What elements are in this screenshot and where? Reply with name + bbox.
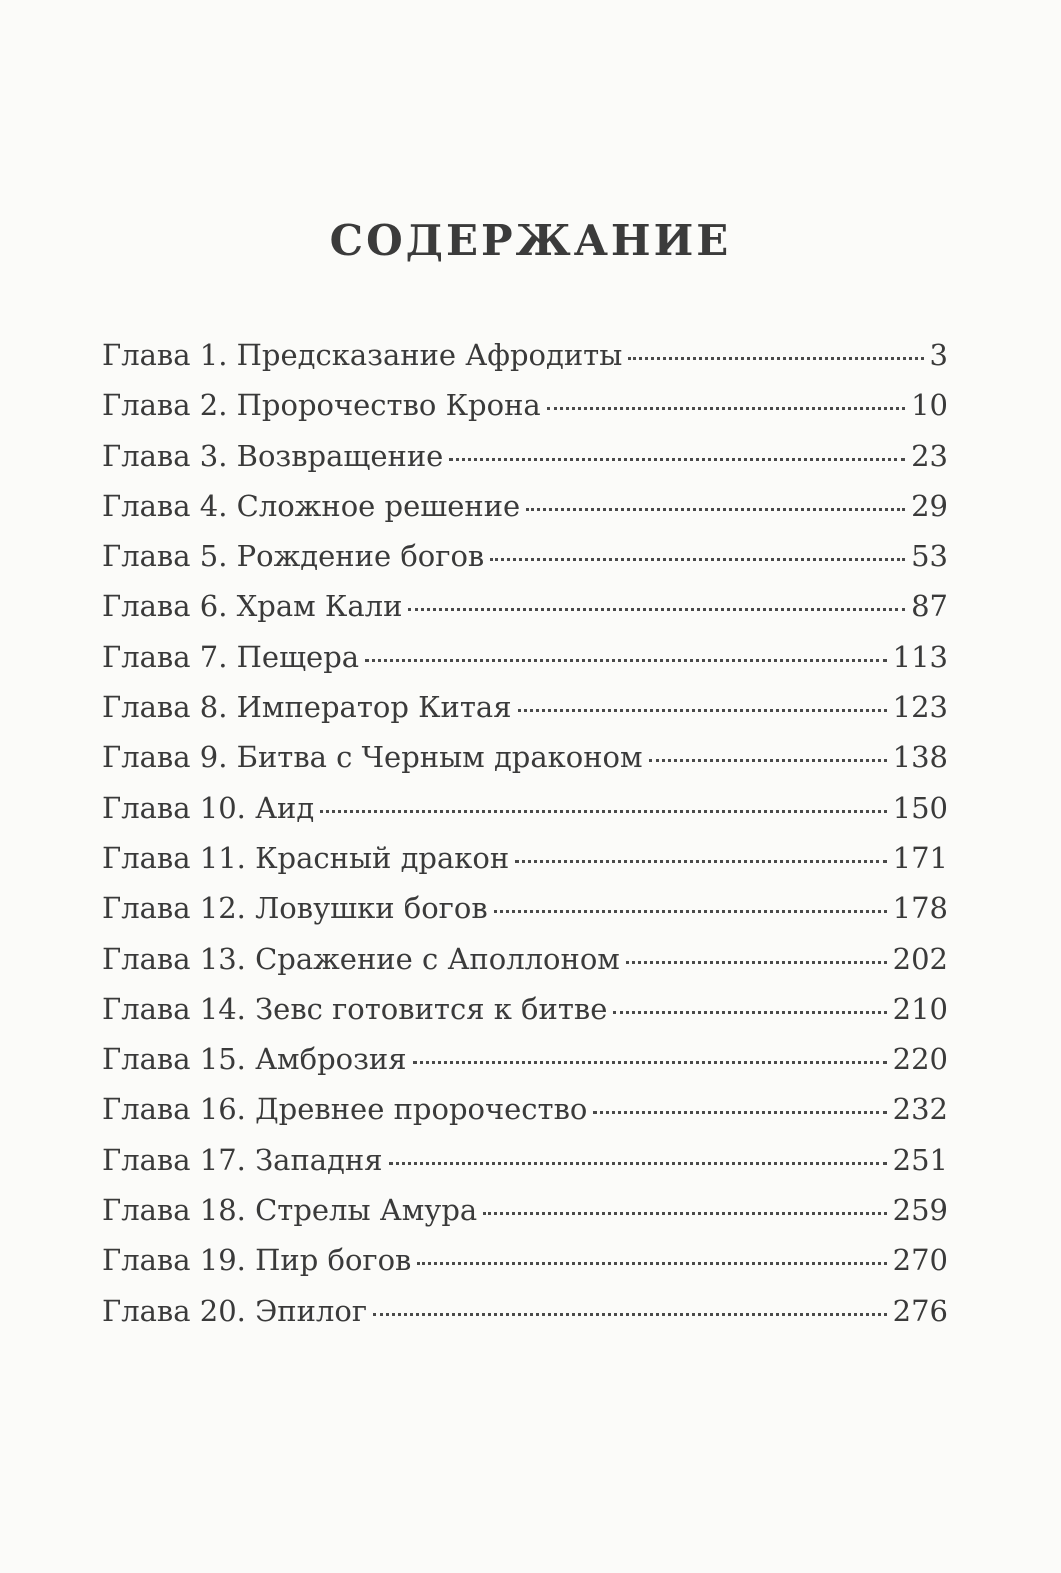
toc-entry-page: 220 (892, 1042, 948, 1077)
toc-entry-label: Глава 7. Пещера (102, 639, 360, 674)
toc-entry-page: 87 (911, 589, 948, 624)
dot-leader (449, 458, 905, 461)
toc-entry (102, 939, 948, 989)
dot-leader (490, 558, 905, 561)
toc-entry-label: Глава 10. Аид (102, 790, 315, 825)
dot-leader (515, 860, 886, 863)
toc-entry (102, 335, 948, 385)
dot-leader (613, 1011, 886, 1014)
toc-entry-label: Глава 11. Красный дракон (102, 840, 510, 875)
toc-entry (102, 436, 948, 486)
dot-leader (365, 659, 887, 662)
toc-entry-label: Глава 5. Рождение богов (102, 539, 485, 574)
dot-leader (417, 1262, 886, 1265)
toc-entry-page: 270 (892, 1243, 948, 1278)
dot-leader (408, 608, 905, 611)
toc-entry (102, 788, 948, 838)
page-title: СОДЕРЖАНИЕ (329, 216, 732, 266)
toc-entry (102, 737, 948, 787)
toc-entry (102, 586, 948, 636)
dot-leader (526, 508, 905, 511)
dot-leader (320, 810, 886, 813)
toc-entry-label: Глава 1. Предсказание Афродиты (102, 338, 623, 372)
toc-entry (102, 1291, 948, 1341)
dot-leader (494, 910, 887, 913)
toc-entry-page: 210 (892, 991, 948, 1026)
toc-entry-label: Глава 6. Храм Кали (102, 589, 403, 624)
toc-entry-page: 138 (892, 740, 948, 775)
toc-entry-label: Глава 20. Эпилог (102, 1293, 368, 1328)
toc-entry-label: Глава 3. Возвращение (102, 438, 444, 473)
toc-entry-page: 113 (892, 639, 948, 674)
toc-entry-page: 29 (911, 488, 948, 523)
toc-entry (102, 1240, 948, 1290)
toc-entry-page: 10 (911, 388, 948, 423)
toc-entry-page: 23 (911, 438, 948, 473)
toc-entry-label: Глава 19. Пир богов (102, 1243, 412, 1278)
toc-entry-page: 171 (892, 840, 948, 875)
toc-entry-page: 259 (892, 1193, 948, 1228)
dot-leader (547, 407, 905, 410)
dot-leader (518, 709, 887, 712)
dot-leader (593, 1111, 886, 1114)
dot-leader (389, 1162, 887, 1165)
toc-entry-label: Глава 9. Битва с Черным драконом (102, 740, 643, 775)
toc-entry-label: Глава 2. Пророчество Крона (102, 388, 541, 423)
toc-entry-page: 232 (892, 1092, 948, 1127)
toc-entry (102, 486, 948, 536)
dot-leader (483, 1212, 886, 1215)
toc-entry (102, 1089, 948, 1139)
toc-entry (102, 1039, 948, 1089)
toc-entry-label: Глава 12. Ловушки богов (102, 891, 488, 926)
toc-entry (102, 838, 948, 888)
toc-entry-label: Глава 4. Сложное решение (102, 488, 521, 523)
toc-entry-label: Глава 8. Император Китая (102, 690, 512, 725)
toc-entry (102, 1190, 948, 1240)
toc-entry-label: Глава 16. Древнее пророчество (102, 1092, 588, 1127)
toc-entry-label: Глава 18. Стрелы Амура (102, 1193, 478, 1228)
toc-entry (102, 637, 948, 687)
table-of-contents (102, 335, 948, 1341)
toc-entry-label: Глава 17. Западня (102, 1142, 383, 1177)
toc-entry-page: 178 (892, 891, 948, 926)
toc-entry-page: 123 (892, 690, 948, 725)
toc-entry (102, 989, 948, 1039)
toc-entry (102, 888, 948, 938)
toc-entry-page: 251 (892, 1142, 948, 1177)
dot-leader (628, 357, 923, 360)
toc-entry-page: 276 (892, 1293, 948, 1328)
toc-entry-page: 202 (892, 941, 948, 976)
toc-entry-page: 3 (929, 338, 948, 372)
dot-leader (373, 1313, 887, 1316)
toc-entry (102, 1140, 948, 1190)
dot-leader (626, 961, 887, 964)
toc-entry-label: Глава 13. Сражение с Аполлоном (102, 941, 620, 976)
toc-entry-page: 150 (892, 790, 948, 825)
toc-entry (102, 687, 948, 737)
toc-entry-label: Глава 15. Амброзия (102, 1042, 407, 1077)
dot-leader (649, 759, 887, 762)
toc-entry-page: 53 (911, 539, 948, 574)
toc-entry-label: Глава 14. Зевс готовится к битве (102, 991, 608, 1026)
dot-leader (413, 1061, 887, 1064)
toc-entry (102, 385, 948, 435)
toc-entry (102, 536, 948, 586)
